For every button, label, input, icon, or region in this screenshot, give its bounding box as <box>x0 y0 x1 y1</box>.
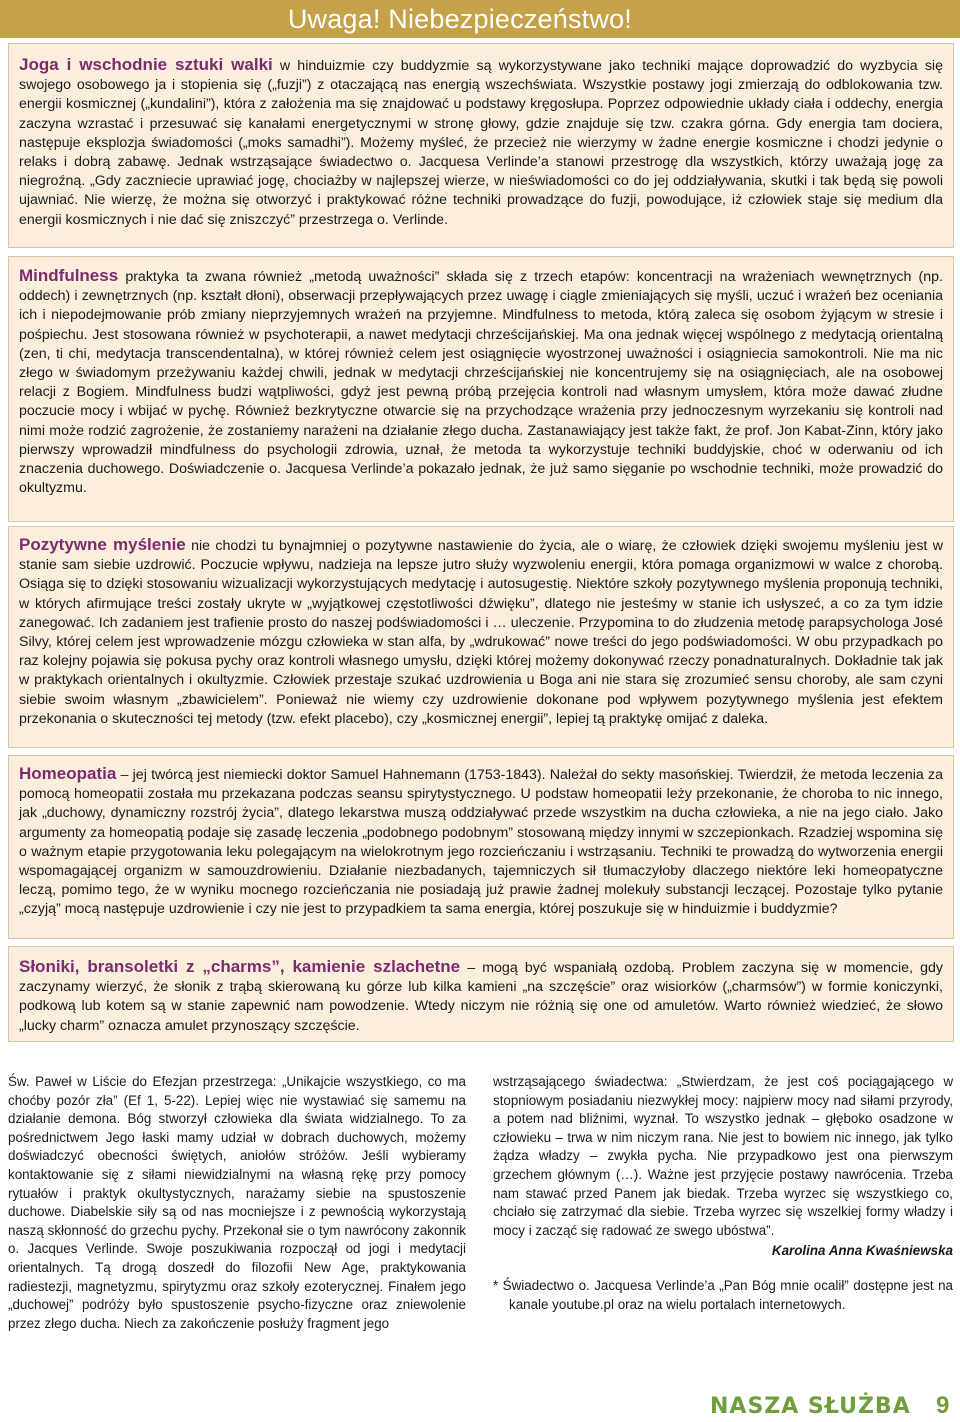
section-text: – jej twórcą jest niemiecki doktor Samuel Hahnemann (1753-1843). Należał do sekty masońskiej. Twierdził, że metoda leczenia za pomocą homeopatii została mu przekazana podczas seansu spirytystycznego. U podstaw homeopatii leży przekonanie, że choroba to nic innego, jak „duchowy, dynamiczny rozstrój życia”, dlatego lekarstwa muszą oddziaływać przede wszystkim na ducha człowieka, a nie na jego ciało. Jako argumenty za homeopatią podaje się zasadę leczenia „podobnego podobnym” stosowaną między innymi w szczepionkach. Rzadziej wspomina się o ważnym etapie przygotowania leku polegającym na wielokrotnym jego rozcieńczaniu i wstrząsaniu. Techniki te prowadzą do wytworzenia energii wspomagającej organizm w samouzdrowieniu. Działanie niezbadanych, tajemniczych sił tłumaczyłoby dlaczego niektóre leki homeopatyczne leczą, pomimo tego, że w wyniku mocnego rozcieńczania nie posiadają już prawie żadnej molekuły substancji leczącej. Pozostaje tylko pytanie „czyją” mocą następuje uzdrowienie i czy nie jest to przypadkiem ta sama energia, której poszukuje się w hinduizmie i buddyzmie? <box>19 767 943 918</box>
section-text: praktyka ta zwana również „metodą uważności” składa się z trzech etapów: koncentracji na wrażeniach wewnętrznych (np. oddech) i zewnętrznych (np. kształt dłoni), obserwacji przepływających przez uwagę i ciągle zmieniających się myśli, uczuć i wrażeń bez oceniania ich i niepodejmowanie prób zmiany nieprzyjemnych wrażeń na przyjemne. Mindfulness to metoda, którą zaleca się osobom żyjącym w stresie i pośpiechu. Jest stosowana również w psychoterapii, a nawet medytacji chrześcijańskiej. Ma ona jednak więcej wspólnego z medytacją orientalną (zen, ti chi, medytacja transcendentalna), w której również celem jest osiągnięcie wyostrzonej uważności i osiągniecia samokontroli. Nie ma nic złego w świadomym przeżywaniu każdej chwili, jednak w medytacji chrześcijańskiej nie koncentrujemy się na osiągnięciach, ale na osobowej relacji z Bogiem. Mindfulness budzi wątpliwości, gdyż jest pewną próbą przejęcia kontroli nad własnym umysłem, która może dawać złudne poczucie mocy i wbijać w pychę. Również bezkrytyczne otwarcie się na przychodzące wrażenia przy jednoczesnym wyrzekaniu się kontroli nad nimi może rodzić zagrożenie, że zostaniemy narażeni na działanie złego ducha. Zastanawiający jest także fakt, że prof. Jon Kabat-Zinn, który jako pierwszy wprowadził mindfulness do psychologii zdrowia, uznał, że metoda ta wykorzystuje techniki buddyjskie, choć w oderwaniu od ich znaczenia duchowego. Doświadczenie o. Jacquesa Verlinde’a pokazało jednak, że już samo sięganie po wschodnie techniki, może prowadzić do okultyzmu. <box>19 269 943 497</box>
magazine-logo: NASZA SŁUŻBA <box>710 1394 911 1419</box>
right-column <box>493 1073 953 1314</box>
left-column-text: Św. Paweł w Liście do Efezjan przestrzega: „Unikajcie wszystkiego, co ma choćby pozór zła” (Ef 1, 5-22). Lepiej więc nie wystawiać się samemu na działanie demona. Bóg stworzył człowieka dla świata widzialnego. To za pośrednictwem Jego łaski mamy udział w dobrach duchowych, możemy doświadczyć obecności świętych, aniołów stróżów. Jeśli wybieramy kontaktowanie się z siłami niewidzialnymi na własną rękę przy pomocy rytuałów i praktyk okultystycznych, narażamy siebie na spustoszenie duchowe. Diabelskie siły są od nas mocniejsze i z pewnością wykorzystają naszą skłonność do grzechu pychy. Przekonał sie o tym nawrócony zakonnik o. Jacques Verlinde. Swoje poszukiwania rozpoczął od jogi i medytacji orientalnych. Tą drogą doszedł do filozofii New Age, praktykowania radiestezji, magnetyzmu, spirytyzmu oraz szkoły ezoterycznej. Finałem jego „duchowej” podróży było spustoszenie psycho-fizyczne oraz zniewolenie przez złego ducha. Niech za zakończenie posłuży fragment jego <box>8 1074 466 1331</box>
right-column-text: wstrząsającego świadectwa: „Stwierdzam, że jest coś pociągającego w stopniowym posiadaniu niezwykłej mocy: najpierw mocy nad siłami przyrody, a potem nad bliźnimi, wyznał. To wszystko jednak – głęboko osadzone w człowieku – trwa w nim niczym rana. Nie jest to bowiem nic innego, jak tylko żądza władzy – zwykła pycha. Nie przypadkowo jest ona pierwszym grzechem głównym (…). Ważne jest przyjęcie postawy nawrócenia. Trzeba nam stawać przed Panem jak biedak. Trzeba wyrzec się wszystkiego co, chciało się zatrzymać dla siebie. Trzeba wyrzec się wszelkiej formy władzy i mocy i zacząć się radować ze swego ubóstwa”. <box>493 1074 953 1238</box>
section-text: – mogą być wspaniałą ozdobą. Problem zaczyna się w momencie, gdy zaczynamy wierzyć, że słonik z trąbą skierowaną ku górze lub kilka kamieni „na szczęście” oraz wisiorków („charmsów”) w formie koniczynki, podkową lub kotem są w stanie zapewnić nam powodzenie. Wtedy niczym nie różnią się one od amuletów. Warto również wiedzieć, że słowo „lucky charm” oznacza amulet przynoszący szczęście. <box>19 960 943 1034</box>
section-joga <box>8 43 954 248</box>
section-pozytywne <box>8 526 954 748</box>
section-text: w hinduizmie czy buddyzmie są wykorzystywane jako techniki mające doprowadzić do wyzbycia się swojego osobowego ja i stopienia się („fuzji”) z otaczającą nas energią wszechświata. Wszystkie postawy jogi zmierzają do odblokowania tzw. energii kosmicznej („kundalini”), która z założenia ma się znajdować u podstawy kręgosłupa. Poprzez odpowiednie układy ciała i oddechy, energia zaczyna wzrastać i przesuwać się kanałami energetycznymi w stronę głowy, gdzie znajduje się tzw. czakra górna. Gdy energia tam dociera, następuje eksplozja świadomości („moks samadhi”). Możemy myśleć, że przecież nie wierzymy w żadne energie kosmiczne i chodzi jedynie o relaks i dobrą zabawę. Jednak wstrząsające świadectwo o. Jacquesa Verlinde’a stanowi przestrogę dla wszystkich, którzy uważają jogę za niegroźną. „Gdy zaczniecie uprawiać jogę, chociażby w najlepszej wierze, w nieświadomości co do jej oddziaływania, skutki i tak będą się powoli ujawniać. Nie wierzę, że można się otworzyć i praktykować różne techniki prowadzące do fuzji, powodujące, iż człowiek staje się medium dla energii kosmicznych i nie dać się zniszczyć” przestrzega o. Verlinde. <box>19 58 943 228</box>
section-homeopatia <box>8 755 954 939</box>
page-title: Uwaga! Niebezpieczeństwo! <box>287 4 632 34</box>
page-number: 9 <box>936 1392 950 1419</box>
section-term: Homeopatia <box>19 764 117 783</box>
section-term: Mindfulness <box>19 266 119 285</box>
left-column <box>8 1073 466 1333</box>
section-term: Joga i wschodnie sztuki walki <box>19 55 273 74</box>
section-text: nie chodzi tu bynajmniej o pozytywne nastawienie do życia, ale o wiarę, że człowiek dzięki swojemu myśleniu jest w stanie sam siebie uzdrowić. Poczucie wpływu, nadzieja na lepsze jutro służy wyzwoleniu energii, która pomaga organizmowi w walce z chorobą. Osiąga się to dzięki stosowaniu wizualizacji wykorzystujących medytację i autosugestię. Niektóre szkoły pozytywnego myślenia proponują techniki, w których afirmujące treści zostały ukryte w „wyjątkowej częstotliwości dźwięku”, dlatego nie jesteśmy w stanie ich usłyszeć, a co za tym idzie zanegować. Ich zadaniem jest trafienie prosto do naszej podświadomości i … uleczenie. Przypomina to do złudzenia metodę parapsychologa José Silvy, której celem jest wprowadzenie mózgu człowieka w stan alfa, by „wdrukować” nowe treści do jego podświadomości. W obu przypadkach po raz kolejny pojawia się pokusa pychy oraz kontroli własnego umysłu, dzięki której możemy dokonywać rzeczy ponadnaturalnych. Dokładnie tak jak w praktykach orientalnych i okultyzmie. Człowiek przestaje szukać uzdrowienia u Boga ani nie stara się zrozumieć sensu choroby, ale sam czyni siebie swoim własnym „zbawicielem”. Ponieważ nie wiemy czy uzdrowienie dokonane pod wpływem pozytywnego myślenia jest efektem przekonania o skuteczności tej metody (tzw. efekt placebo), czy „kosmicznej energii”, lepiej tą praktykę omijać z daleka. <box>19 538 943 727</box>
header-bar <box>0 0 960 38</box>
section-sloniki <box>8 946 954 1042</box>
section-term: Słoniki, bransoletki z „charms”, kamienie szlachetne <box>19 957 461 976</box>
section-mindfulness <box>8 256 954 522</box>
author-signature: Karolina Anna Kwaśniewska <box>771 1243 953 1259</box>
section-term: Pozytywne myślenie <box>19 535 186 554</box>
footnote: * Świadectwo o. Jacquesa Verlinde’a „Pan Bóg mnie ocalił” dostępne jest na kanale youtube.pl oraz na wielu portalach internetowych. <box>493 1277 953 1312</box>
